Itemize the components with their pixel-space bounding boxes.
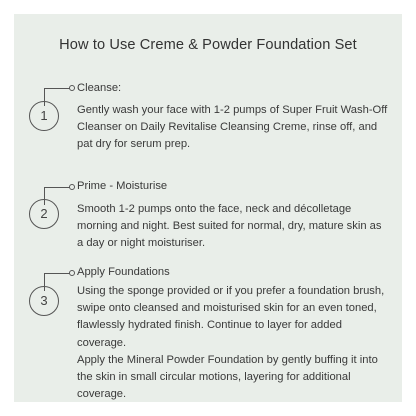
step-2-dot-icon [69,184,75,190]
step-2-leader-line [44,187,71,188]
step-2-body: Smooth 1-2 pumps onto the face, neck and décolletage morning and night. Best suited for normal, dry, mature skin as a day or night moisturiser. [77,203,382,250]
step-3-body-paragraph-2: Apply the Mineral Powder Foundation by gently buffing it into the skin in small circular motions, layering for additional coverage. [77,353,378,401]
step-3-leader-line [44,273,71,274]
step-2-heading: Prime - Moisturise [77,180,168,192]
step-3-heading: Apply Foundations [77,266,170,278]
step-1-number-circle: 1 [29,101,59,131]
step-1-leader-line [44,88,71,89]
step-3-number-circle: 3 [29,286,59,316]
step-3-body [77,283,389,403]
instruction-card [14,14,402,402]
step-1-heading: Cleanse: [77,82,122,94]
step-3-dot-icon [69,270,75,276]
step-2-number-circle: 2 [29,199,59,229]
page-title: How to Use Creme & Powder Foundation Set [59,37,357,53]
step-3-body-paragraph-1: Using the sponge provided or if you prefer a foundation brush, swipe onto cleansed and moisturised skin for an even toned, flawlessly hydrated finish. Continue to layer for added coverage. [77,285,385,349]
step-1-body: Gently wash your face with 1-2 pumps of Super Fruit Wash-Off Cleanser on Daily Revitalise Cleansing Creme, rinse off, and pat dry for serum prep. [77,104,388,151]
step-1-dot-icon [69,85,75,91]
